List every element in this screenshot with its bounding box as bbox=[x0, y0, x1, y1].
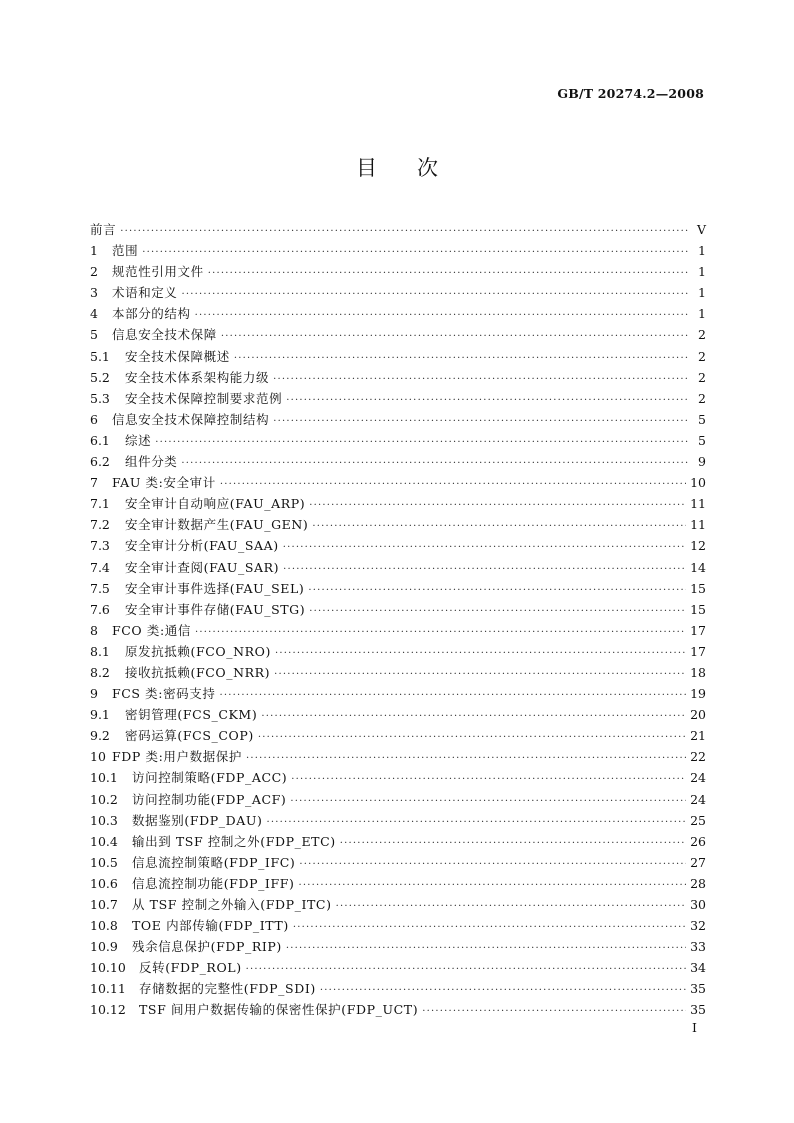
toc-entry-number: 10.11 bbox=[90, 981, 126, 997]
toc-entry-title: 安全审计数据产生(FAU_GEN) bbox=[125, 517, 309, 533]
toc-leader-dots bbox=[155, 432, 690, 453]
toc-entry[interactable] bbox=[90, 978, 706, 999]
toc-leader-dots bbox=[181, 453, 690, 474]
toc-leader-dots bbox=[274, 664, 686, 685]
toc-entry[interactable] bbox=[90, 915, 706, 936]
toc-entry[interactable] bbox=[90, 324, 706, 345]
toc-entry[interactable] bbox=[90, 578, 706, 599]
toc-entry-number: 6.2 bbox=[90, 454, 110, 470]
toc-entry[interactable] bbox=[90, 936, 706, 957]
toc-entry[interactable] bbox=[90, 493, 706, 514]
toc-entry-title: 接收抗抵赖(FCO_NRR) bbox=[125, 664, 271, 680]
toc-leader-dots bbox=[195, 305, 690, 326]
toc-entry[interactable] bbox=[90, 810, 706, 831]
toc-leader-dots bbox=[261, 706, 686, 727]
toc-entry-title: 安全审计分析(FAU_SAA) bbox=[125, 538, 279, 554]
toc-entry-title: 密钥管理(FCS_CKM) bbox=[125, 707, 258, 723]
toc-entry-number: 10.10 bbox=[90, 960, 126, 976]
toc-entry[interactable] bbox=[90, 725, 706, 746]
toc-entry-page: 24 bbox=[690, 770, 706, 786]
toc-entry-page: 1 bbox=[698, 264, 706, 280]
toc-entry-page: 20 bbox=[690, 707, 706, 723]
toc-entry-title: 组件分类 bbox=[125, 454, 178, 470]
toc-entry-number: 10.9 bbox=[90, 939, 118, 955]
toc-entry-page: 26 bbox=[690, 833, 706, 849]
toc-entry-number: 7 bbox=[90, 475, 98, 491]
toc-entry-number: 7.6 bbox=[90, 601, 110, 617]
toc-leader-dots bbox=[182, 284, 690, 305]
toc-entry-number: 7.4 bbox=[90, 559, 110, 575]
toc-entry[interactable] bbox=[90, 557, 706, 578]
toc-entry-number: 10.7 bbox=[90, 897, 118, 912]
page-number: I bbox=[692, 1020, 697, 1035]
toc-entry-page: 2 bbox=[698, 348, 706, 364]
toc-entry-title: 安全审计事件存储(FAU_STG) bbox=[125, 601, 306, 617]
toc-entry-page: 9 bbox=[698, 454, 706, 470]
toc-entry-number: 10.8 bbox=[90, 918, 118, 934]
toc-entry-number: 9 bbox=[90, 686, 98, 702]
toc-entry-number: 5 bbox=[90, 327, 98, 343]
toc-entry-title: 前言 bbox=[90, 222, 117, 237]
toc-entry[interactable] bbox=[90, 240, 706, 261]
toc-leader-dots bbox=[291, 769, 686, 790]
toc-entry[interactable] bbox=[90, 535, 706, 556]
toc-entry-title: 规范性引用文件 bbox=[112, 264, 204, 280]
toc-entry-title: 信息安全技术保障控制结构 bbox=[112, 411, 270, 427]
toc-entry-title: 安全审计自动响应(FAU_ARP) bbox=[125, 496, 306, 512]
toc-entry-number: 10.6 bbox=[90, 875, 118, 891]
toc-entry[interactable] bbox=[90, 388, 706, 409]
toc-leader-dots bbox=[221, 326, 690, 347]
toc-entry-title: 安全审计查阅(FAU_SAR) bbox=[125, 559, 280, 575]
toc-entry-page: 2 bbox=[698, 369, 706, 385]
toc-entry-number: 10.3 bbox=[90, 812, 118, 828]
toc-entry[interactable] bbox=[90, 472, 706, 493]
toc-entry[interactable] bbox=[90, 303, 706, 324]
toc-leader-dots bbox=[120, 221, 690, 242]
toc-entry-number: 7.5 bbox=[90, 580, 110, 596]
toc-leader-dots bbox=[273, 369, 690, 390]
toc-leader-dots bbox=[340, 833, 686, 854]
toc-entry-number: 10 bbox=[90, 749, 106, 765]
toc-entry-page: 2 bbox=[698, 327, 706, 343]
toc-entry-number: 7.3 bbox=[90, 538, 110, 554]
toc-leader-dots bbox=[299, 875, 687, 896]
toc-entry[interactable] bbox=[90, 261, 706, 282]
toc-entry-page: 22 bbox=[690, 749, 706, 765]
toc-leader-dots bbox=[246, 748, 686, 769]
toc-entry-title: 安全技术保障概述 bbox=[125, 348, 230, 364]
toc-leader-dots bbox=[195, 622, 686, 643]
toc-entry[interactable] bbox=[90, 957, 706, 978]
toc-entry-page: 35 bbox=[690, 981, 706, 997]
toc-entry[interactable] bbox=[90, 789, 706, 810]
toc-entry-number: 7.1 bbox=[90, 496, 110, 512]
toc-leader-dots bbox=[220, 685, 687, 706]
toc-leader-dots bbox=[320, 980, 686, 1001]
toc-entry-page: 2 bbox=[698, 390, 706, 406]
toc-leader-dots bbox=[309, 601, 686, 622]
toc-entry-number: 4 bbox=[90, 306, 98, 322]
table-of-contents bbox=[90, 219, 706, 1021]
toc-entry[interactable] bbox=[90, 831, 706, 852]
toc-entry-page: V bbox=[696, 222, 706, 237]
toc-entry-page: 11 bbox=[690, 517, 706, 533]
toc-leader-dots bbox=[286, 390, 690, 411]
page-title: 目次 bbox=[356, 156, 478, 180]
toc-entry-page: 15 bbox=[690, 580, 706, 596]
toc-entry-title: FDP 类:用户数据保护 bbox=[112, 749, 242, 765]
toc-entry-title: 综述 bbox=[125, 432, 152, 448]
toc-entry[interactable] bbox=[90, 346, 706, 367]
toc-entry-page: 5 bbox=[698, 432, 706, 448]
toc-entry-title: 信息流控制策略(FDP_IFC) bbox=[132, 854, 296, 870]
toc-leader-dots bbox=[275, 643, 686, 664]
toc-entry-page: 30 bbox=[690, 897, 706, 912]
toc-entry[interactable] bbox=[90, 282, 706, 303]
toc-leader-dots bbox=[308, 580, 686, 601]
toc-entry-page: 21 bbox=[690, 728, 706, 744]
toc-entry-title: 密码运算(FCS_COP) bbox=[125, 728, 254, 744]
toc-entry[interactable] bbox=[90, 704, 706, 725]
toc-entry-page: 14 bbox=[690, 559, 706, 575]
toc-entry-number: 1 bbox=[90, 243, 98, 259]
toc-entry-number: 10.2 bbox=[90, 791, 118, 807]
standard-number: GB/T 20274.2—2008 bbox=[557, 86, 704, 101]
toc-entry-page: 12 bbox=[690, 538, 706, 554]
toc-leader-dots bbox=[422, 1001, 686, 1022]
toc-entry-title: 输出到 TSF 控制之外(FDP_ETC) bbox=[132, 833, 336, 849]
toc-entry-number: 6.1 bbox=[90, 432, 110, 448]
toc-entry-title: 原发抗抵赖(FCO_NRO) bbox=[125, 643, 271, 659]
toc-entry-title: 信息流控制功能(FDP_IFF) bbox=[132, 875, 295, 891]
toc-entry-number: 3 bbox=[90, 285, 98, 301]
toc-entry-page: 25 bbox=[690, 812, 706, 828]
toc-leader-dots bbox=[220, 474, 686, 495]
toc-entry-number: 7.2 bbox=[90, 517, 110, 533]
toc-entry-title: 反转(FDP_ROL) bbox=[139, 960, 242, 976]
toc-entry-title: FCO 类:通信 bbox=[112, 622, 191, 638]
toc-entry-title: 访问控制功能(FDP_ACF) bbox=[132, 791, 287, 807]
toc-entry[interactable] bbox=[90, 514, 706, 535]
toc-leader-dots bbox=[309, 495, 686, 516]
toc-entry[interactable] bbox=[90, 894, 706, 915]
toc-entry[interactable] bbox=[90, 873, 706, 894]
toc-entry-number: 10.4 bbox=[90, 833, 118, 849]
toc-entry-number: 9.2 bbox=[90, 728, 110, 744]
toc-leader-dots bbox=[312, 516, 686, 537]
toc-entry-number: 8 bbox=[90, 622, 98, 638]
toc-entry[interactable] bbox=[90, 451, 706, 472]
toc-entry-title: 安全审计事件选择(FAU_SEL) bbox=[125, 580, 305, 596]
toc-entry-title: 从 TSF 控制之外输入(FDP_ITC) bbox=[132, 897, 332, 912]
toc-entry[interactable] bbox=[90, 430, 706, 451]
toc-entry-title: 信息安全技术保障 bbox=[112, 327, 217, 343]
toc-entry[interactable] bbox=[90, 852, 706, 873]
toc-entry-title: TOE 内部传输(FDP_ITT) bbox=[132, 918, 289, 934]
toc-leader-dots bbox=[246, 959, 686, 980]
toc-entry-number: 5.3 bbox=[90, 390, 110, 406]
toc-entry-page: 17 bbox=[690, 643, 706, 659]
toc-entry-page: 32 bbox=[690, 918, 706, 934]
toc-entry[interactable] bbox=[90, 367, 706, 388]
toc-entry-page: 35 bbox=[690, 1002, 706, 1018]
toc-entry-number: 8.1 bbox=[90, 643, 110, 659]
toc-leader-dots bbox=[286, 938, 686, 959]
toc-leader-dots bbox=[267, 812, 687, 833]
toc-entry-page: 11 bbox=[690, 496, 706, 512]
toc-leader-dots bbox=[293, 917, 686, 938]
toc-entry-title: 残余信息保护(FDP_RIP) bbox=[132, 939, 282, 955]
toc-entry-title: FAU 类:安全审计 bbox=[112, 475, 216, 491]
toc-entry-number: 8.2 bbox=[90, 664, 110, 680]
toc-entry-title: 数据鉴别(FDP_DAU) bbox=[132, 812, 263, 828]
toc-entry-page: 15 bbox=[690, 601, 706, 617]
toc-entry-title: 术语和定义 bbox=[112, 285, 178, 301]
toc-entry-page: 34 bbox=[690, 960, 706, 976]
toc-entry[interactable] bbox=[90, 746, 706, 767]
toc-leader-dots bbox=[208, 263, 690, 284]
toc-entry-title: TSF 间用户数据传输的保密性保护(FDP_UCT) bbox=[139, 1002, 419, 1018]
toc-entry-title: 访问控制策略(FDP_ACC) bbox=[132, 770, 288, 786]
toc-entry-number: 5.2 bbox=[90, 369, 110, 385]
toc-entry-title: 安全技术体系架构能力级 bbox=[125, 369, 270, 385]
toc-entry-number: 10.5 bbox=[90, 854, 118, 870]
toc-entry-page: 10 bbox=[690, 475, 706, 491]
toc-leader-dots bbox=[234, 348, 690, 369]
toc-entry-page: 17 bbox=[690, 622, 706, 638]
toc-entry-page: 24 bbox=[690, 791, 706, 807]
toc-leader-dots bbox=[258, 727, 686, 748]
toc-entry-title: 安全技术保障控制要求范例 bbox=[125, 390, 283, 406]
toc-entry-title: 本部分的结构 bbox=[112, 306, 191, 322]
toc-entry[interactable] bbox=[90, 641, 706, 662]
toc-leader-dots bbox=[283, 559, 686, 580]
toc-entry[interactable] bbox=[90, 620, 706, 641]
toc-entry-number: 10.1 bbox=[90, 770, 118, 786]
toc-entry-page: 1 bbox=[698, 285, 706, 301]
toc-entry-title: 存储数据的完整性(FDP_SDI) bbox=[139, 981, 316, 997]
toc-leader-dots bbox=[290, 791, 686, 812]
toc-leader-dots bbox=[283, 537, 686, 558]
toc-entry-number: 2 bbox=[90, 264, 98, 280]
toc-entry-page: 33 bbox=[690, 939, 706, 955]
toc-entry[interactable] bbox=[90, 599, 706, 620]
toc-entry[interactable] bbox=[90, 662, 706, 683]
toc-entry-page: 28 bbox=[690, 875, 706, 891]
toc-leader-dots bbox=[273, 411, 690, 432]
toc-entry-page: 18 bbox=[690, 664, 706, 680]
toc-leader-dots bbox=[336, 896, 687, 917]
toc-entry-page: 1 bbox=[698, 243, 706, 259]
toc-entry-page: 19 bbox=[690, 686, 706, 702]
toc-entry-page: 27 bbox=[690, 854, 706, 870]
toc-entry-page: 5 bbox=[698, 411, 706, 427]
toc-entry-title: 范围 bbox=[112, 243, 139, 259]
toc-entry[interactable] bbox=[90, 219, 706, 240]
toc-entry[interactable] bbox=[90, 767, 706, 788]
toc-entry[interactable] bbox=[90, 999, 706, 1020]
toc-entry-number: 5.1 bbox=[90, 348, 110, 364]
toc-entry-title: FCS 类:密码支持 bbox=[112, 686, 216, 702]
toc-entry-number: 6 bbox=[90, 411, 98, 427]
toc-entry-page: 1 bbox=[698, 306, 706, 322]
toc-leader-dots bbox=[142, 242, 690, 263]
toc-entry[interactable] bbox=[90, 409, 706, 430]
toc-entry-number: 10.12 bbox=[90, 1002, 126, 1018]
toc-leader-dots bbox=[299, 854, 686, 875]
toc-entry-number: 9.1 bbox=[90, 707, 110, 723]
toc-entry[interactable] bbox=[90, 683, 706, 704]
